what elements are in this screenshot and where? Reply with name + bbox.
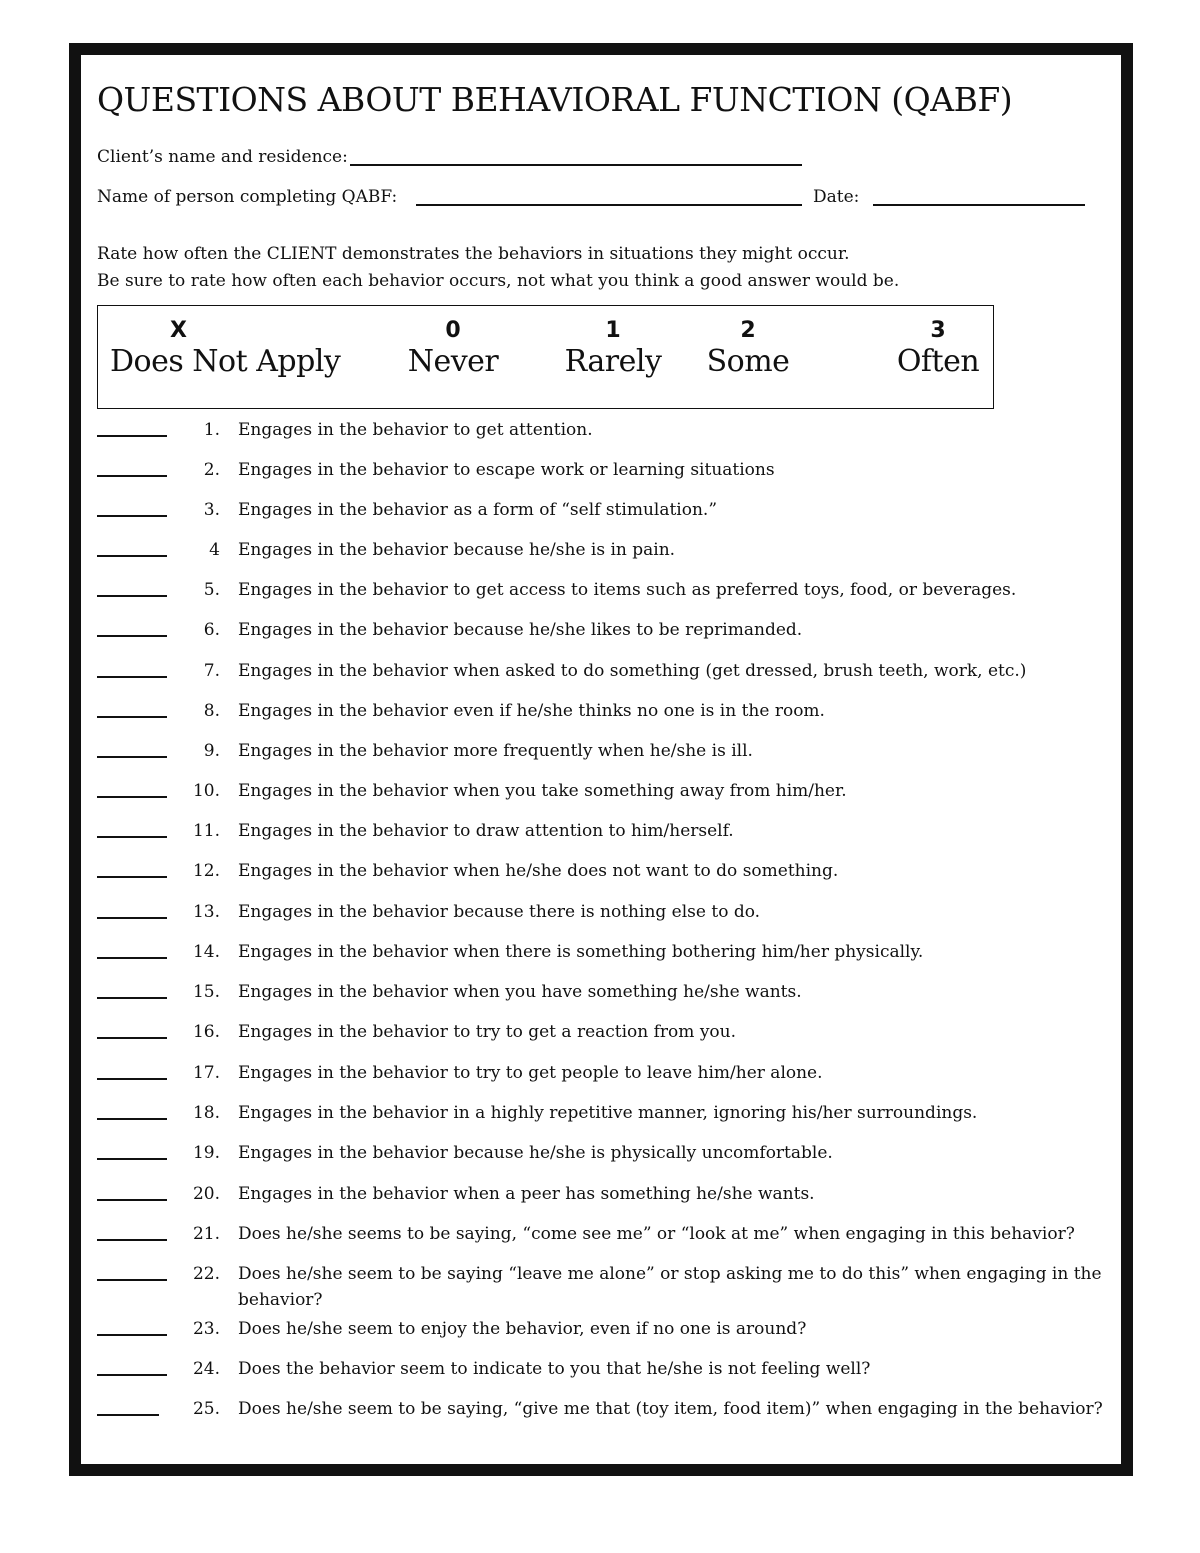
answer-blank[interactable]: [97, 1078, 167, 1080]
answer-blank[interactable]: [97, 756, 167, 758]
answer-blank[interactable]: [97, 555, 167, 557]
question-number: 3.: [203, 500, 220, 520]
question-number: 19.: [192, 1143, 220, 1163]
answer-blank[interactable]: [97, 836, 167, 838]
answer-blank[interactable]: [97, 1414, 159, 1416]
question-text: Engages in the behavior when there is something bothering him/her physically.: [238, 942, 924, 962]
question-text: Engages in the behavior more frequently when he/she is ill.: [238, 741, 753, 761]
question-text: Engages in the behavior because he/she is in pain.: [238, 540, 676, 560]
answer-blank[interactable]: [97, 676, 167, 678]
answer-blank[interactable]: [97, 716, 167, 718]
scale-label: Often: [896, 344, 980, 379]
question-text: Does he/she seems to be saying, “come see me” or “look at me” when engaging in this behavior?: [238, 1224, 1075, 1244]
question-number: 1.: [203, 420, 220, 440]
question-text: Engages in the behavior when he/she does not want to do something.: [238, 861, 839, 881]
date-field[interactable]: [873, 204, 1085, 206]
question-number: 5.: [203, 580, 220, 600]
scale-rarely: [558, 306, 668, 380]
scale-some: [693, 306, 803, 380]
question-number: 10.: [192, 781, 220, 801]
answer-blank[interactable]: [97, 1239, 167, 1241]
client-name-label: Client’s name and residence:: [97, 147, 348, 167]
question-text: Engages in the behavior when you take something away from him/her.: [238, 781, 847, 801]
question-text: Engages in the behavior even if he/she thinks no one is in the room.: [238, 701, 825, 721]
answer-blank[interactable]: [97, 1334, 167, 1336]
question-number: 2.: [203, 460, 220, 480]
question-number: 23.: [192, 1319, 220, 1339]
question-text: Engages in the behavior to escape work or learning situations: [238, 460, 775, 480]
scale-label: Some: [706, 344, 790, 379]
question-number: 7.: [203, 661, 220, 681]
answer-blank[interactable]: [97, 635, 167, 637]
question-number: 17.: [192, 1063, 220, 1083]
scale-label: Does Not Apply: [110, 344, 341, 379]
scale-label: Never: [407, 344, 499, 379]
scale-code: 1: [605, 318, 621, 343]
question-text: Engages in the behavior because there is nothing else to do.: [238, 902, 761, 922]
question-text: Engages in the behavior when asked to do something (get dressed, brush teeth, work, etc.): [238, 661, 1027, 681]
question-number: 20.: [192, 1184, 220, 1204]
question-text: Does he/she seem to be saying, “give me that (toy item, food item)” when engaging in the behavior?: [238, 1399, 1103, 1419]
question-text: Does he/she seem to enjoy the behavior, even if no one is around?: [238, 1319, 807, 1339]
client-name-field[interactable]: [350, 164, 802, 166]
question-number: 8.: [203, 701, 220, 721]
question-text: Does the behavior seem to indicate to you that he/she is not feeling well?: [238, 1359, 871, 1379]
instruction-line-2: Be sure to rate how often each behavior occurs, not what you think a good answer would be.: [97, 271, 900, 291]
answer-blank[interactable]: [97, 796, 167, 798]
question-text: Engages in the behavior because he/she is physically uncomfortable.: [238, 1143, 833, 1163]
scale-code: X: [170, 318, 187, 343]
question-text: Engages in the behavior when a peer has something he/she wants.: [238, 1184, 815, 1204]
question-number: 16.: [192, 1022, 220, 1042]
question-number: 15.: [192, 982, 220, 1002]
answer-blank[interactable]: [97, 1279, 167, 1281]
question-text: Engages in the behavior when you have something he/she wants.: [238, 982, 802, 1002]
question-text: Engages in the behavior to draw attention to him/herself.: [238, 821, 734, 841]
rating-scale-legend: [97, 305, 994, 409]
answer-blank[interactable]: [97, 1118, 167, 1120]
answer-blank[interactable]: [97, 997, 167, 999]
question-text: Engages in the behavior because he/she likes to be reprimanded.: [238, 620, 803, 640]
form-title: QUESTIONS ABOUT BEHAVIORAL FUNCTION (QABF): [97, 80, 1013, 119]
completer-name-label: Name of person completing QABF:: [97, 187, 398, 207]
answer-blank[interactable]: [97, 1199, 167, 1201]
question-text: Engages in the behavior in a highly repetitive manner, ignoring his/her surroundings.: [238, 1103, 978, 1123]
question-number: 9.: [203, 741, 220, 761]
question-number: 12.: [192, 861, 220, 881]
question-number: 21.: [192, 1224, 220, 1244]
answer-blank[interactable]: [97, 475, 167, 477]
answer-blank[interactable]: [97, 435, 167, 437]
answer-blank[interactable]: [97, 917, 167, 919]
scale-often: [883, 306, 993, 380]
question-text: Engages in the behavior to get access to items such as preferred toys, food, or beverages.: [238, 580, 1017, 600]
answer-blank[interactable]: [97, 515, 167, 517]
question-number: 11.: [192, 821, 220, 841]
answer-blank[interactable]: [97, 876, 167, 878]
question-text: Engages in the behavior to get attention.: [238, 420, 593, 440]
scale-label: Rarely: [564, 344, 662, 379]
answer-blank[interactable]: [97, 1158, 167, 1160]
question-text: Engages in the behavior as a form of “self stimulation.”: [238, 500, 718, 520]
answer-blank[interactable]: [97, 957, 167, 959]
question-number: 4: [209, 540, 220, 560]
completer-name-field[interactable]: [416, 204, 802, 206]
answer-blank[interactable]: [97, 595, 167, 597]
instruction-line-1: Rate how often the CLIENT demonstrates the behaviors in situations they might occur.: [97, 244, 850, 264]
question-number: 25.: [192, 1399, 220, 1419]
question-number: 22.: [192, 1264, 220, 1284]
scale-does-not-apply: [110, 306, 341, 380]
question-text: Does he/she seem to be saying “leave me alone” or stop asking me to do this” when engaging in the behavior?: [238, 1264, 1102, 1310]
question-number: 13.: [192, 902, 220, 922]
question-text: Engages in the behavior to try to get people to leave him/her alone.: [238, 1063, 823, 1083]
answer-blank[interactable]: [97, 1037, 167, 1039]
question-text: Engages in the behavior to try to get a reaction from you.: [238, 1022, 737, 1042]
question-number: 24.: [192, 1359, 220, 1379]
question-number: 6.: [203, 620, 220, 640]
question-number: 14.: [192, 942, 220, 962]
question-number: 18.: [192, 1103, 220, 1123]
scale-never: [398, 306, 508, 380]
scale-code: 3: [930, 318, 946, 343]
scale-code: 2: [740, 318, 756, 343]
answer-blank[interactable]: [97, 1374, 167, 1376]
scale-code: 0: [445, 318, 461, 343]
date-label: Date:: [813, 187, 860, 207]
